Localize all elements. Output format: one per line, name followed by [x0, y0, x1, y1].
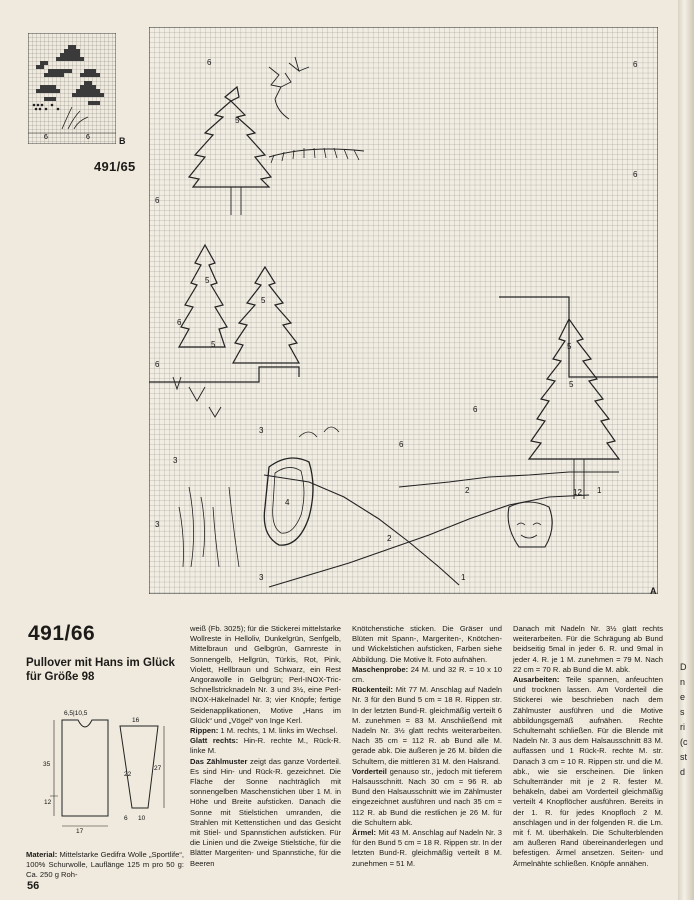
chart-symbol: 3	[259, 573, 264, 582]
chart-symbol: 2	[465, 486, 470, 495]
paragraph: Teile spannen, anfeuchten und trocknen lassen. Am Vorderteil die Stickerei wie beschrieben nach dem Zählmuster ausführen und die Motive abbildungsgemäß aufnähen. Rechte Schulternaht schließen. Für die Blende mit Nadeln Nr. 3 aus dem Halsausschnitt 83 M. auffassen und 1 Rück-R. rechte M. str. Danach 3 cm = 10 R. Rippen str. und die M. abk., wie sie erscheinen. Die linken Schulterränder mit je 2 R. fester M. behäkeln, dabei am Vorderteil gleichmäßig verteilt 4 Knopflöcher ausführen. Bereits in der 1. R. für jedes Knopfloch 2 M. anschlagen und in der folgenden R. die Lm. mit f. M. überhäkeln. Die Schulterblenden am äußeren Rand übereinanderlegen und befestigen. Ärmel ansetzen. Seiten- und Ärmelnähte schließen. Knöpfe annähen.	[513, 675, 663, 868]
edge-letter: d	[680, 767, 686, 777]
edge-letter: n	[680, 677, 686, 687]
chart-symbol: 3	[173, 456, 178, 465]
paragraph: Danach mit Nadeln Nr. 3½ glatt rechts weiterarbeiten. Für die Schrägung ab Bund beidseitig 5mal in jeder 6. R. und 9mal in jeder 4. R. je 1 M. zunehmen = 79 M. Nach 22 cm = 70 R. ab Bund die M. abk.	[513, 624, 663, 674]
chart-symbol: 5	[261, 296, 266, 305]
chart-id-label: 491/65	[94, 159, 136, 174]
article-number: 491/66	[28, 622, 96, 645]
paragraph: 24 M. und 32 R. = 10 x 10 cm.	[352, 664, 502, 685]
small-chart-491-65	[28, 33, 116, 144]
schematic-label: 22	[124, 771, 132, 778]
chart-symbol: 6	[155, 196, 160, 205]
section-label: Glatt rechts:	[190, 736, 239, 746]
chart-symbol: 3	[259, 426, 264, 435]
edge-letter: s	[680, 707, 685, 717]
chart-symbol: 6	[207, 58, 212, 67]
article-title: Pullover mit Hans im Glück für Größe 98	[26, 657, 175, 683]
section-label: Ausarbeiten:	[513, 675, 560, 685]
section-label: Rückenteil:	[352, 685, 393, 695]
section-label: Das Zählmuster	[190, 756, 248, 766]
chart-symbol: 5	[567, 342, 572, 351]
schematic-label: 10	[138, 815, 146, 822]
section-label: Vorderteil	[352, 766, 387, 776]
text-column-4	[513, 624, 663, 869]
main-chart-corner-label: A	[650, 586, 657, 596]
schematic-label: 35	[43, 761, 51, 768]
text-column-1	[26, 850, 184, 881]
section-label: Ärmel:	[352, 828, 377, 838]
chart-symbol: 1	[597, 486, 602, 495]
text-column-2	[190, 624, 341, 869]
chart-symbol: 6	[473, 405, 478, 414]
section-label: Maschenprobe:	[352, 664, 409, 674]
small-chart-label: 6	[44, 134, 48, 141]
article-heading	[26, 622, 186, 684]
chart-symbol: 5	[205, 276, 210, 285]
chart-symbol: 6	[155, 360, 160, 369]
paragraph: genauso str., jedoch mit tieferem Halsausschnitt. Nach 30 cm = 96 R. ab Bund den Halsausschnitt wie im Zählmuster eingezeichnet ausführen und nach 35 cm = 112 R. ab Bund die restlichen je 26 M. für die Schultern abk.	[352, 766, 502, 827]
chart-symbol: 5	[569, 380, 574, 389]
paragraph: 1 M. rechts, 1 M. links im Wechsel.	[218, 726, 338, 736]
schematic-label: 6	[124, 815, 128, 822]
chart-symbol: 6	[633, 170, 638, 179]
text-column-3	[352, 624, 502, 869]
chart-symbol: 6	[633, 60, 638, 69]
edge-letter: ri	[680, 722, 685, 732]
chart-symbol: 5	[211, 340, 216, 349]
edge-letter: D	[680, 662, 687, 672]
main-knitting-chart	[149, 27, 658, 594]
material-text: Mittelstarke Gedifra Wolle „Sportlife“, 100% Schurwolle, Lauflänge 125 m pro 50 g: Ca. 250 g Roh-	[26, 850, 184, 880]
page-number: 56	[27, 880, 40, 892]
paragraph: Hin-R. rechte M., Rück-R. linke M.	[190, 736, 342, 756]
paragraph: zeigt das ganze Vorderteil. Es sind Hin- und Rück-R. gezeichnet. Die Fläche der Sonne nachträglich mit sonnengelben Maschenstichen über 1 M. in Höhe und Breite aufsticken. Danach die Sonne mit Stielstichen umranden, die Strahlen mit Kettenstichen und das Gesicht mit Stiel- und Spannstichen aufsticken. Für die Linien und die Zweige Stielstiche, für die Blätter Margeriten- und Spannstiche, für die Beeren	[190, 756, 341, 868]
schematic-label: 17	[76, 828, 84, 834]
paragraph: Mit 77 M. Anschlag auf Nadeln Nr. 3 für den Bund 5 cm = 18 R. Rippen str. In der letzten Bund-R. gleichmäßig verteilt 6 M. zunehmen = 83 M. Anschließend mit Nadeln Nr. 3½ glatt rechts weiterarbeiten. Nach 35 cm = 112 R. ab Bund alle M. gerade abk. Die äußeren je 26 M. bilden die Schultern, die mittleren 31 M. den Halsrand.	[352, 685, 502, 766]
next-page-edge-text	[680, 660, 694, 860]
section-label: Rippen:	[190, 726, 219, 736]
chart-symbol: 3	[155, 520, 160, 529]
small-chart-corner-label: B	[119, 136, 126, 146]
garment-schematic	[40, 706, 170, 834]
chart-symbol: 2	[387, 534, 392, 543]
paragraph: Knötchenstiche sticken. Die Gräser und Blüten mit Spann-, Margeriten-, Knötchen- und Wickelstichen aufsticken, Farben siehe Abbildung. Die Motive lt. Foto aufnähen.	[352, 624, 502, 664]
chart-symbol: 5	[235, 116, 240, 125]
edge-letter: (c	[680, 737, 688, 747]
chart-symbol: 1	[461, 573, 466, 582]
chart-symbol: 6	[177, 318, 182, 327]
schematic-label: 16	[132, 717, 140, 724]
paragraph: weiß (Fb. 3025); für die Stickerei mittelstarke Wollreste in Helloliv, Dunkelgrün, Senfgelb, Mittelbraun und Gelbgrün, Garnreste in Sonnengelb, Hellgrün, Türkis, Rot, Pink, Violett, Hellbraun und Schwarz, ein Rest Angorawolle in Gelbgrün; Perl-INOX-Tric-Schnellstricknadeln Nr. 3 und 3½, eine Perl-INOX-Häkelnadel Nr. 3; vier Knöpfe; fertige Seidenapplikationen, Motive „Hans im Glück“ und „Vögel“ von Inge Kerl.	[190, 624, 341, 725]
chart-symbol: 6	[399, 440, 404, 449]
schematic-label: 12	[44, 799, 52, 806]
material-label: Material:	[26, 850, 58, 859]
schematic-label: 27	[154, 765, 162, 772]
chart-symbol: 12	[573, 488, 582, 497]
edge-letter: e	[680, 692, 686, 702]
paragraph: Mit 43 M. Anschlag auf Nadeln Nr. 3 für den Bund 5 cm = 18 R. Rippen str. In der letzten Bund-R. gleichmäßig verteilt 8 M. zunehmen = 51 M.	[352, 828, 502, 868]
small-chart-label: 6	[86, 134, 90, 141]
chart-symbol: 4	[285, 498, 290, 507]
schematic-label: 6,5|10,5	[64, 710, 88, 717]
edge-letter: st	[680, 752, 688, 762]
